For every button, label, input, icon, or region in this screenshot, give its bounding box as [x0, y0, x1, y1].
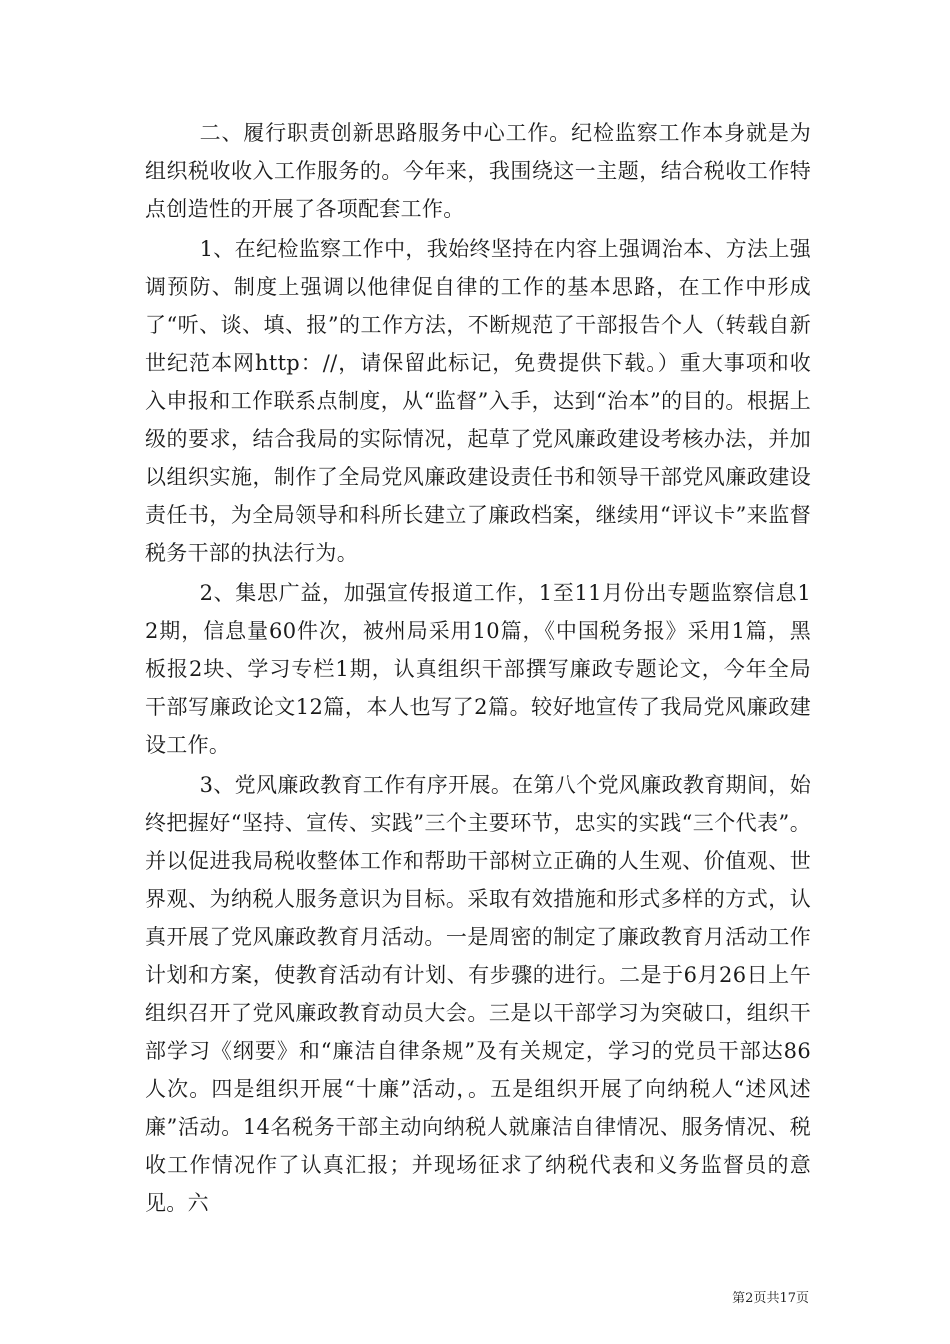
document-body: [145, 114, 811, 1224]
paragraph-section-two: 二、履行职责创新思路服务中心工作。纪检监察工作本身就是为组织税收收入工作服务的。今年来，我围绕这一主题，结合税收工作特点创造性的开展了各项配套工作。: [145, 121, 811, 221]
paragraph-item-one: 1、在纪检监察工作中，我始终坚持在内容上强调治本、方法上强调预防、制度上强调以他律促自律的工作的基本思路，在工作中形成了“听、谈、填、报”的工作方法，不断规范了干部报告个人（转载自新世纪范本网http：//，请保留此标记，免费提供下载。）重大事项和收入申报和工作联系点制度，从“监督”入手，达到“治本”的目的。根据上级的要求，结合我局的实际情况，起草了党风廉政建设考核办法，并加以组织实施，制作了全局党风廉政建设责任书和领导干部党风廉政建设责任书，为全局领导和科所长建立了廉政档案，继续用“评议卡”来监督税务干部的执法行为。: [145, 237, 811, 565]
page-number-footer: 第2页共17页: [732, 1291, 809, 1306]
paragraph-item-three: 3、党风廉政教育工作有序开展。在第八个党风廉政教育期间，始终把握好“坚持、宣传、实践”三个主要环节，忠实的实践“三个代表”。并以促进我局税收整体工作和帮助干部树立正确的人生观、价值观、世界观、为纳税人服务意识为目标。采取有效措施和形式多样的方式，认真开展了党风廉政教育月活动。一是周密的制定了廉政教育月活动工作计划和方案，使教育活动有计划、有步骤的进行。二是于6月26日上午组织召开了党风廉政教育动员大会。三是以干部学习为突破口，组织干部学习《纲要》和“廉洁自律条规”及有关规定，学习的党员干部达86人次。四是组织开展“十廉”活动，。五是组织开展了向纳税人“述风述廉”活动。14名税务干部主动向纳税人就廉洁自律情况、服务情况、税收工作情况作了认真汇报；并现场征求了纳税代表和义务监督员的意见。六: [145, 773, 811, 1215]
paragraph-item-two: 2、集思广益，加强宣传报道工作，1至11月份出专题监察信息12期，信息量60件次，被州局采用10篇，《中国税务报》采用1篇，黑板报2块、学习专栏1期，认真组织干部撰写廉政专题论文，今年全局干部写廉政论文12篇，本人也写了2篇。较好地宣传了我局党风廉政建设工作。: [145, 581, 811, 757]
